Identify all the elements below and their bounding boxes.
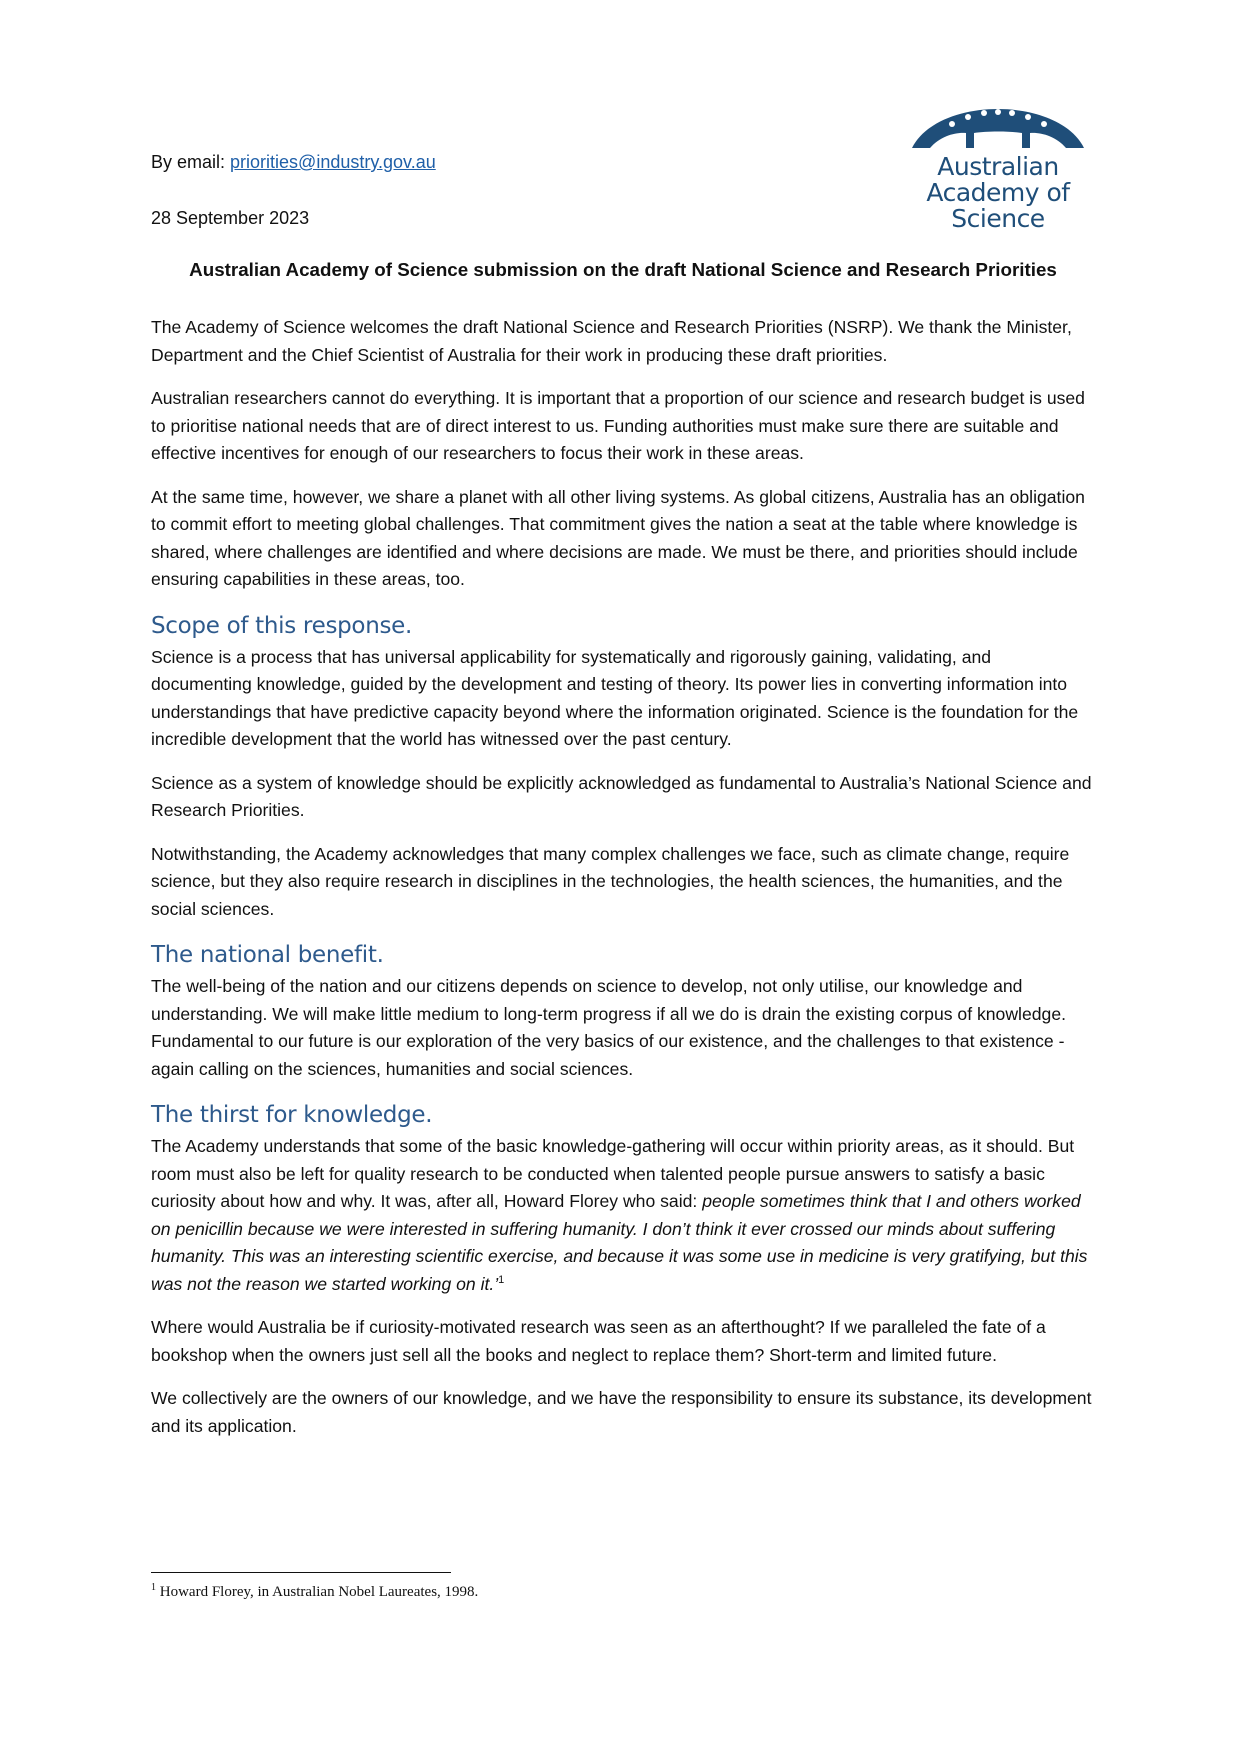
document-body — [151, 314, 1095, 1456]
thirst-paragraph-3: We collectively are the owners of our knowledge, and we have the responsibility to ensure its substance, its development and its application. — [151, 1388, 1092, 1436]
intro-paragraph-3: At the same time, however, we share a planet with all other living systems. As global citizens, Australia has an obligation to commit effort to meeting global challenges. That commitment gives the nation a seat at the table where knowledge is shared, where challenges are identified and where decisions are made. We must be there, and priorities should include ensuring capabilities in these areas, too. — [151, 486, 1085, 589]
footnote-number: 1 — [151, 1582, 156, 1593]
section-heading-scope: Scope of this response. — [151, 612, 413, 639]
footnote-separator — [151, 1572, 451, 1573]
footnote-reference[interactable]: 1 — [498, 1273, 505, 1286]
academy-logo — [908, 102, 1088, 240]
footnote-text: Howard Florey, in Australian Nobel Laureates, 1998. — [156, 1584, 479, 1600]
footnote — [151, 1582, 478, 1602]
scope-paragraph-2: Science as a system of knowledge should be explicitly acknowledged as fundamental to Australia’s National Science and Research Priorities. — [151, 772, 1092, 820]
thirst-paragraph-lead: The Academy understands that some of the basic knowledge-gathering will occur within priority areas, as it should. But room must also be left for quality research to be conducted when talented people pursue answers to satisfy a basic curiosity about how and why. It was, after all, Howard Florey who said: — [151, 1136, 1075, 1211]
dome-emblem-icon — [908, 102, 1088, 154]
scope-paragraph-1: Science is a process that has universal applicability for systematically and rigorously gaining, validating, and documenting knowledge, guided by the development and testing of theory. Its power lies in converting information into understandings that have predictive capacity beyond where the information originated. Science is the foundation for the incredible development that the world has witnessed over the past century. — [151, 646, 1079, 749]
benefit-paragraph-1: The well-being of the nation and our citizens depends on science to develop, not only utilise, our knowledge and understanding. We will make little medium to long-term progress if all we do is drain the existing corpus of knowledge. Fundamental to our future is our exploration of the very basics of our existence, and the challenges to that existence - again calling on the sciences, humanities and social sciences. — [151, 976, 1066, 1079]
section-heading-benefit: The national benefit. — [151, 942, 384, 968]
logo-line-3: Science — [951, 204, 1045, 233]
logo-wordmark — [908, 154, 1088, 232]
by-email-line — [151, 150, 436, 174]
document-title: Australian Academy of Science submission on the draft National Science and Research Priorities — [189, 259, 1057, 280]
intro-paragraph-1: The Academy of Science welcomes the draft National Science and Research Priorities (NSRP). We thank the Minister, Department and the Chief Scientist of Australia for their work in producing these draft priorities. — [151, 317, 1072, 365]
florey-quote: people sometimes think that I and others worked on penicillin because we were interested in suffering humanity. I don’t think it ever crossed our minds about suffering humanity. This was an interesting scientific exercise, and because it was some use in medicine is very gratifying, but this was not the reason we started working on it.’ — [151, 1191, 1088, 1294]
thirst-paragraph-1 — [151, 1133, 1095, 1298]
email-link[interactable]: priorities@industry.gov.au — [230, 152, 436, 172]
intro-paragraph-2: Australian researchers cannot do everything. It is important that a proportion of our science and research budget is used to prioritise national needs that are of direct interest to us. Funding authorities must make sure there are suitable and effective incentives for enough of our researchers to focus their work in these areas. — [151, 388, 1085, 463]
logo-line-1: Australian — [937, 152, 1059, 181]
scope-paragraph-3: Notwithstanding, the Academy acknowledges that many complex challenges we face, such as climate change, require science, but they also require research in disciplines in the technologies, the health sciences, the humanities, and the social sciences. — [151, 843, 1070, 919]
by-email-label: By email: — [151, 152, 231, 172]
letter-date: 28 September 2023 — [151, 208, 310, 228]
logo-line-2: Academy of — [926, 178, 1070, 207]
section-heading-thirst: The thirst for knowledge. — [151, 1102, 433, 1128]
thirst-paragraph-2: Where would Australia be if curiosity-motivated research was seen as an afterthought? If we paralleled the fate of a bookshop when the owners just sell all the books and neglect to replace them? Short-term and limited future. — [151, 1317, 1046, 1365]
